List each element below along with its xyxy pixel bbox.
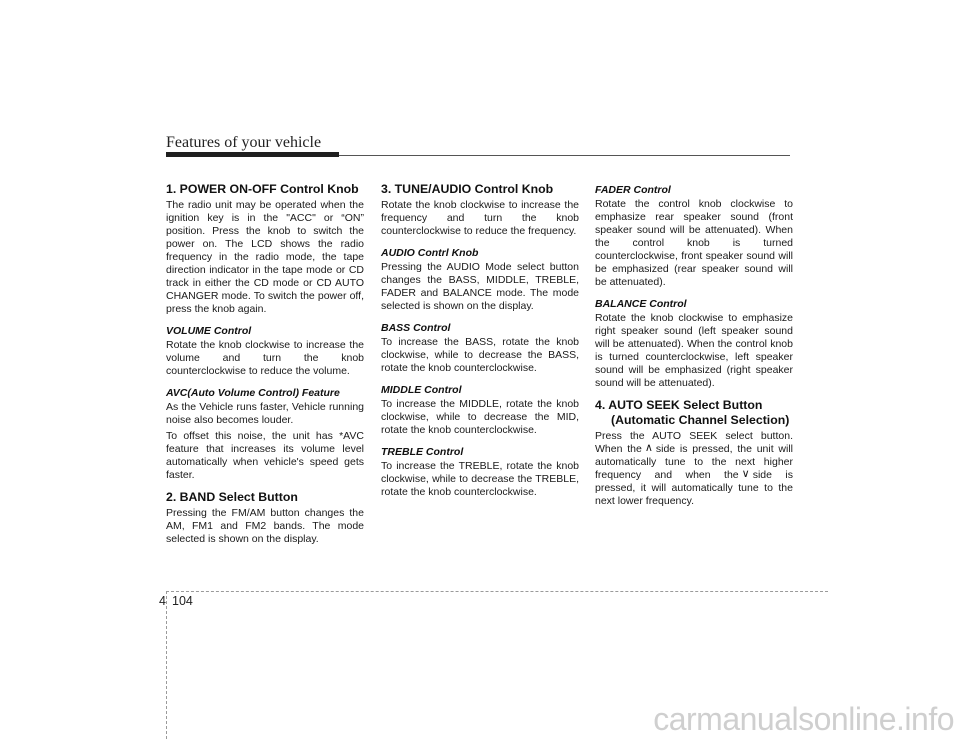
page-number-value: 104	[172, 594, 193, 608]
auto-seek-heading	[595, 398, 793, 428]
tune-audio-text: Rotate the knob clockwise to increase the frequency and turn the knob counterclockwise to reduce the frequency.	[381, 199, 579, 237]
header-bar	[166, 152, 339, 157]
bass-control-text: To increase the BASS, rotate the knob clockwise, while to decrease the BASS, rotate the knob counterclockwise.	[381, 336, 579, 374]
auto-seek-text	[595, 430, 793, 508]
seek-down-icon: ∨	[741, 468, 750, 480]
power-knob-text: The radio unit may be operated when the ignition key is in the "ACC" or “ON” position. Press the knob to switch the power on. The LCD shows the radio frequency in the radio mode, the tape direction indicator in the tape mode or CD track in either the CD mode or CD AUTO CHANGER mode. To switch the power off, press the knob again.	[166, 199, 364, 315]
middle-control-heading: MIDDLE Control	[381, 384, 462, 396]
power-knob-heading: 1. POWER ON-OFF Control Knob	[166, 182, 359, 196]
band-button-text: Pressing the FM/AM button changes the AM, FM1 and FM2 bands. The mode selected is shown on the display.	[166, 507, 364, 545]
volume-control-heading: VOLUME Control	[166, 325, 252, 337]
middle-control-text: To increase the MIDDLE, rotate the knob clockwise, while to decrease the MID, rotate the knob counterclockwise.	[381, 398, 579, 436]
column-2	[381, 182, 579, 499]
fader-control-heading: FADER Control	[595, 184, 671, 196]
auto-seek-text-a: Press the AUTO SEEK select button. When the	[595, 430, 793, 455]
auto-seek-text-c: side is pressed, it will automatically tune to the next lower frequency.	[595, 469, 793, 507]
band-button-heading: 2. BAND Select Button	[166, 490, 298, 504]
treble-control-heading: TREBLE Control	[381, 446, 464, 458]
column-3	[595, 182, 793, 508]
volume-control-text: Rotate the knob clockwise to increase the volume and turn the knob counterclockwise to reduce the volume.	[166, 339, 364, 377]
tune-audio-heading: 3. TUNE/AUDIO Control Knob	[381, 182, 554, 196]
page-header-title: Features of your vehicle	[166, 134, 322, 151]
section-number: 4	[159, 594, 166, 608]
header-rule	[339, 155, 790, 156]
footer-dashed-rule	[166, 591, 828, 592]
auto-seek-text-b: side is pressed, the unit will automatically tune to the next higher frequency and when the	[595, 443, 793, 481]
fader-control-text: Rotate the control knob clockwise to emphasize rear speaker sound (front speaker sound will be attenuated). When the control knob is turned counterclockwise, front speaker sound will be emphasized (rear speaker sound will be attenuated).	[595, 198, 793, 288]
balance-control-heading: BALANCE Control	[595, 298, 687, 310]
auto-seek-heading-line2: (Automatic Channel Selection)	[611, 413, 790, 427]
watermark: carmanualsonline.info	[653, 701, 954, 737]
auto-seek-heading-line1: 4. AUTO SEEK Select Button	[595, 398, 763, 412]
avc-text-1: As the Vehicle runs faster, Vehicle running noise also becomes louder.	[166, 401, 364, 426]
treble-control-text: To increase the TREBLE, rotate the knob clockwise, while to decrease the TREBLE, rotate the knob counterclockwise.	[381, 460, 579, 498]
avc-heading: AVC(Auto Volume Control) Feature	[166, 387, 340, 399]
page-number	[152, 593, 193, 609]
audio-knob-heading: AUDIO Contrl Knob	[381, 247, 479, 259]
column-1	[166, 182, 364, 546]
bass-control-heading: BASS Control	[381, 322, 451, 334]
balance-control-text: Rotate the knob clockwise to emphasize right speaker sound (left speaker sound will be attenuated). When the control knob is turned counterclockwise, left speaker sound will be emphasized (right speaker sound will be attenuated).	[595, 312, 793, 389]
footer-vertical-dashed-rule	[166, 591, 167, 739]
seek-up-icon: ∧	[644, 442, 653, 454]
avc-text-2: To offset this noise, the unit has *AVC feature that increases its volume level automatically when vehicle's speed gets faster.	[166, 430, 364, 481]
audio-knob-text: Pressing the AUDIO Mode select button changes the BASS, MIDDLE, TREBLE, FADER and BALANCE mode. The mode selected is shown on the display.	[381, 261, 579, 312]
